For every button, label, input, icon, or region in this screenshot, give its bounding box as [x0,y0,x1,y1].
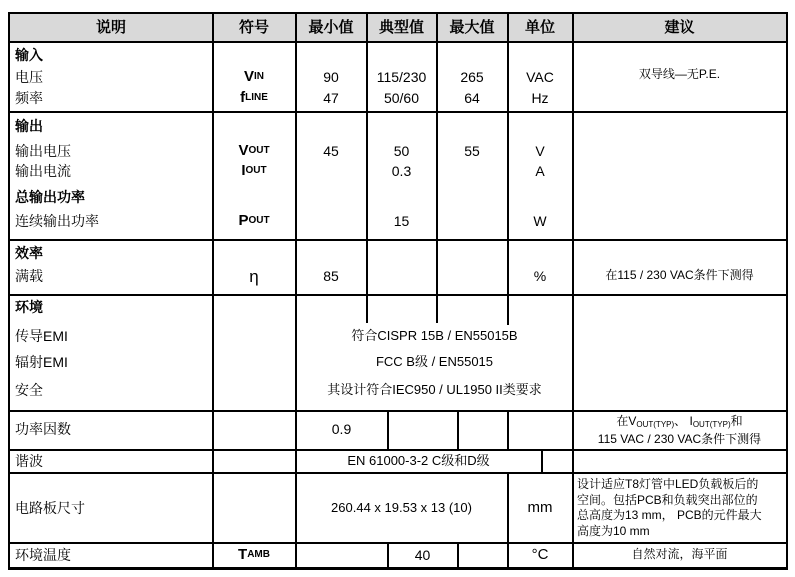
unit-cont-power: W [533,212,547,229]
col-header-max: 最大值 [449,18,495,36]
value-input-voltage-min: 90 [323,68,339,85]
symbol-vout: V OUT [238,142,270,160]
note-power-factor-line2: 115 VAC / 230 VAC条件下测得 [597,431,762,446]
col-header-typ: 典型值 [378,18,424,36]
value-ambient-temp-typ: 40 [414,546,431,563]
note-ambient-temp: 自然对流，海平面 [631,547,728,562]
value-output-voltage-min: 45 [323,142,339,159]
note-input: 双导线—无P.E. [638,67,721,82]
column-border-note [572,14,574,567]
unit-output-voltage: V [535,142,545,159]
section-title-input: 输入 [15,46,43,63]
unit-full-load: % [533,267,547,284]
divider-input [10,111,786,113]
section-title-output: 输出 [15,117,43,134]
value-input-freq-min: 47 [323,89,339,106]
symbol-fline: f LINE [240,89,268,107]
divider-header [10,41,786,43]
value-board-size: 260.44 x 19.53 x 13 (10) [331,499,472,515]
column-border-unit-pf [507,411,509,449]
col-header-desc: 说明 [95,18,126,36]
value-power-factor-min: 0.9 [331,420,352,437]
note-efficiency: 在115 / 230 VAC条件下测得 [605,268,754,283]
col-header-note: 建议 [664,18,695,36]
row-label-input-voltage: 电压 [15,68,43,85]
divider-board-size [10,542,786,544]
section-title-environment: 环境 [15,298,43,315]
value-safety: 其设计符合IEC950 / UL1950 II类要求 [327,381,542,397]
value-input-voltage-typ: 115/230 [376,68,427,85]
cell-border-harmonics [541,450,543,472]
note-power-factor-line1: 在$V_{OUT(TYP)}$、 $I_{OUT(TYP)}$和 [616,413,743,429]
value-conducted-emi: 符合CISPR 15B / EN55015B [351,327,518,343]
col-header-min: 最小值 [308,18,354,36]
cell-border-temp-2 [457,543,459,567]
symbol-iout: I OUT [241,162,267,180]
value-full-load-min: 85 [323,267,339,284]
divider-efficiency [10,294,786,296]
note-board-size-line1: 设计适应T8灯管中LED负载板后的 [577,477,759,491]
symbol-vin: V IN [243,68,264,86]
row-label-harmonics: 谐波 [15,452,43,469]
divider-output [10,239,786,241]
row-label-input-freq: 频率 [15,89,43,106]
row-label-output-current: 输出电流 [15,162,71,179]
symbol-eta: η [249,267,259,287]
unit-ambient-temp: °C [531,546,549,564]
unit-board-size: mm [527,499,553,517]
row-label-power-factor: 功率因数 [15,420,71,437]
note-board-size-line3: 总高度为13 mm， PCB的元件最大 [577,508,762,522]
row-label-conducted-emi: 传导EMI [15,327,68,344]
value-output-voltage-typ: 50 [393,142,410,159]
value-input-freq-max: 64 [464,89,480,106]
symbol-pout: P OUT [238,212,270,230]
symbol-tamb: T AMB [238,546,270,564]
value-input-freq-typ: 50/60 [383,89,420,106]
col-header-symbol: 符号 [238,18,269,36]
column-border-max [436,14,438,323]
value-radiated-emi: FCC B级 / EN55015 [375,353,494,369]
col-header-unit: 单位 [524,18,555,36]
row-label-cont-power: 连续输出功率 [15,212,99,229]
unit-input-voltage: VAC [526,68,554,85]
value-cont-power-typ: 15 [393,212,410,229]
row-label-total-power: 总输出功率 [15,188,85,205]
unit-input-freq: Hz [531,89,549,106]
row-label-full-load: 满载 [15,267,43,284]
note-board-size-line4: 高度为10 mm [577,523,650,538]
spec-table-inner [10,14,786,567]
note-board-size-line2: 空间。包括PCB和负载突出部位的 [577,492,758,507]
note-power-factor [573,412,786,448]
value-output-current-typ: 0.3 [391,162,412,179]
note-board-size [577,477,784,539]
cell-border-pf-1 [387,411,389,449]
value-output-voltage-max: 55 [464,142,480,159]
value-harmonics: EN 61000-3-2 C级和D级 [347,452,490,468]
row-label-output-voltage: 输出电压 [15,142,71,159]
row-label-safety: 安全 [15,381,43,398]
spec-table [8,12,788,570]
unit-output-current: A [535,162,545,179]
row-label-ambient-temp: 环境温度 [15,546,71,563]
row-label-board-size: 电路板尺寸 [15,499,85,516]
cell-border-pf-2 [457,411,459,449]
divider-harmonics [10,472,786,474]
row-label-radiated-emi: 辐射EMI [15,353,68,370]
section-title-efficiency: 效率 [15,244,43,261]
value-input-voltage-max: 265 [460,68,484,85]
